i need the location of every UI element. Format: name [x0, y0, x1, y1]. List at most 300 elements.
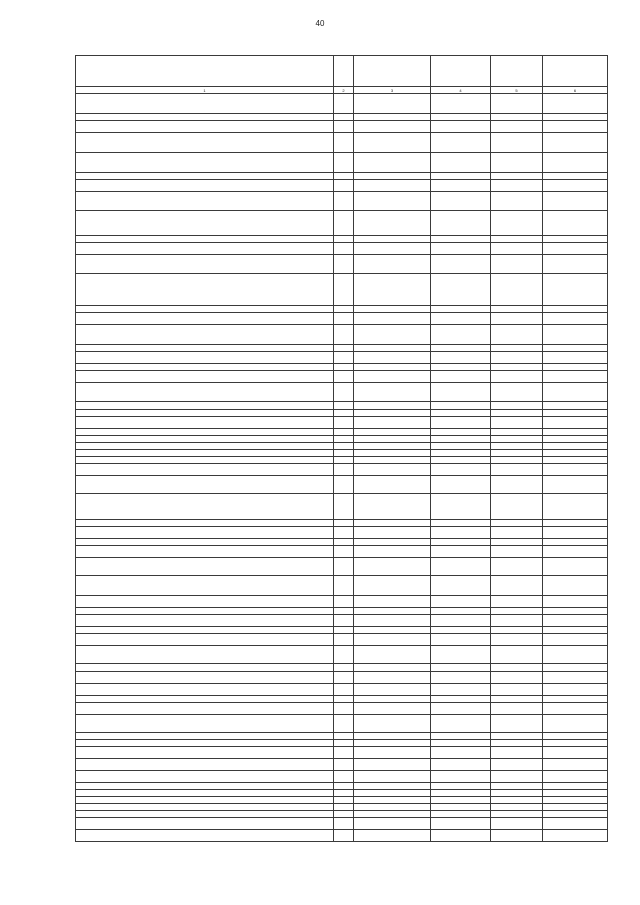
row-classification-code: [354, 696, 431, 703]
row-classification-code: [354, 672, 431, 684]
row-remaining-amount: [543, 494, 608, 520]
row-remaining-amount: [543, 364, 608, 371]
row-remaining-amount: [543, 192, 608, 211]
row-classification-code: [354, 443, 431, 450]
row-approved-amount: [431, 236, 491, 243]
row-line-code: [334, 804, 354, 811]
table-row: [76, 790, 608, 797]
header-indicator-name: [76, 56, 334, 87]
row-indicator-name: [76, 596, 334, 608]
row-approved-amount: [431, 402, 491, 410]
row-indicator-name: [76, 364, 334, 371]
row-line-code: [334, 646, 354, 664]
row-executed-amount: [491, 696, 543, 703]
table-row: [76, 306, 608, 313]
row-approved-amount: [431, 608, 491, 615]
row-approved-amount: [431, 664, 491, 672]
table-row: [76, 153, 608, 173]
row-indicator-name: [76, 634, 334, 646]
row-line-code: [334, 325, 354, 345]
row-line-code: [334, 740, 354, 747]
row-approved-amount: [431, 696, 491, 703]
row-line-code: [334, 345, 354, 352]
row-executed-amount: [491, 306, 543, 313]
table-row: [76, 539, 608, 546]
row-indicator-name: [76, 539, 334, 546]
table-row: [76, 608, 608, 615]
row-executed-amount: [491, 243, 543, 255]
row-indicator-name: [76, 211, 334, 236]
table-row: [76, 783, 608, 790]
column-number: 6: [543, 87, 608, 94]
row-classification-code: [354, 180, 431, 192]
table-row: [76, 383, 608, 402]
row-indicator-name: [76, 180, 334, 192]
row-approved-amount: [431, 733, 491, 740]
row-executed-amount: [491, 703, 543, 715]
row-remaining-amount: [543, 696, 608, 703]
row-indicator-name: [76, 520, 334, 527]
row-approved-amount: [431, 684, 491, 696]
table-row: [76, 114, 608, 121]
row-approved-amount: [431, 345, 491, 352]
table-row: [76, 464, 608, 476]
row-indicator-name: [76, 306, 334, 313]
row-remaining-amount: [543, 457, 608, 464]
row-indicator-name: [76, 576, 334, 596]
row-classification-code: [354, 94, 431, 114]
row-executed-amount: [491, 790, 543, 797]
row-indicator-name: [76, 783, 334, 790]
row-line-code: [334, 211, 354, 236]
row-indicator-name: [76, 443, 334, 450]
row-remaining-amount: [543, 410, 608, 417]
table-row: [76, 804, 608, 811]
row-remaining-amount: [543, 464, 608, 476]
row-approved-amount: [431, 576, 491, 596]
column-number: 4: [431, 87, 491, 94]
row-classification-code: [354, 771, 431, 783]
row-classification-code: [354, 476, 431, 494]
table-row: [76, 558, 608, 576]
row-remaining-amount: [543, 520, 608, 527]
row-remaining-amount: [543, 797, 608, 804]
row-line-code: [334, 153, 354, 173]
table-row: [76, 520, 608, 527]
row-line-code: [334, 783, 354, 790]
row-classification-code: [354, 429, 431, 436]
row-classification-code: [354, 539, 431, 546]
table-row: [76, 211, 608, 236]
row-line-code: [334, 703, 354, 715]
row-classification-code: [354, 790, 431, 797]
row-line-code: [334, 402, 354, 410]
row-line-code: [334, 450, 354, 457]
row-line-code: [334, 527, 354, 539]
row-approved-amount: [431, 804, 491, 811]
row-remaining-amount: [543, 811, 608, 818]
row-line-code: [334, 443, 354, 450]
row-classification-code: [354, 153, 431, 173]
page-number: 40: [315, 19, 325, 28]
row-approved-amount: [431, 646, 491, 664]
table-row: [76, 325, 608, 345]
row-line-code: [334, 236, 354, 243]
row-executed-amount: [491, 811, 543, 818]
row-approved-amount: [431, 429, 491, 436]
row-indicator-name: [76, 345, 334, 352]
row-approved-amount: [431, 180, 491, 192]
row-remaining-amount: [543, 236, 608, 243]
row-remaining-amount: [543, 747, 608, 759]
row-line-code: [334, 664, 354, 672]
row-indicator-name: [76, 797, 334, 804]
row-approved-amount: [431, 759, 491, 771]
row-indicator-name: [76, 243, 334, 255]
row-approved-amount: [431, 352, 491, 364]
row-indicator-name: [76, 402, 334, 410]
row-executed-amount: [491, 771, 543, 783]
row-line-code: [334, 684, 354, 696]
row-indicator-name: [76, 740, 334, 747]
table-row: [76, 313, 608, 325]
row-remaining-amount: [543, 804, 608, 811]
row-remaining-amount: [543, 274, 608, 306]
row-approved-amount: [431, 436, 491, 443]
row-classification-code: [354, 747, 431, 759]
row-classification-code: [354, 797, 431, 804]
row-approved-amount: [431, 133, 491, 153]
row-executed-amount: [491, 527, 543, 539]
row-line-code: [334, 811, 354, 818]
row-classification-code: [354, 211, 431, 236]
row-remaining-amount: [543, 759, 608, 771]
row-classification-code: [354, 759, 431, 771]
table-row: [76, 733, 608, 740]
row-approved-amount: [431, 494, 491, 520]
row-executed-amount: [491, 450, 543, 457]
row-executed-amount: [491, 417, 543, 429]
row-classification-code: [354, 457, 431, 464]
row-executed-amount: [491, 740, 543, 747]
row-classification-code: [354, 811, 431, 818]
row-approved-amount: [431, 747, 491, 759]
table-row: [76, 818, 608, 830]
row-indicator-name: [76, 494, 334, 520]
row-indicator-name: [76, 696, 334, 703]
row-classification-code: [354, 313, 431, 325]
row-line-code: [334, 94, 354, 114]
row-executed-amount: [491, 664, 543, 672]
row-remaining-amount: [543, 313, 608, 325]
row-remaining-amount: [543, 818, 608, 830]
header-line-code: [334, 56, 354, 87]
table-row: [76, 436, 608, 443]
row-approved-amount: [431, 371, 491, 383]
row-classification-code: [354, 192, 431, 211]
row-classification-code: [354, 740, 431, 747]
row-remaining-amount: [543, 715, 608, 733]
row-approved-amount: [431, 121, 491, 133]
row-indicator-name: [76, 627, 334, 634]
row-approved-amount: [431, 627, 491, 634]
row-line-code: [334, 830, 354, 842]
row-line-code: [334, 608, 354, 615]
row-remaining-amount: [543, 546, 608, 558]
row-executed-amount: [491, 443, 543, 450]
row-line-code: [334, 797, 354, 804]
row-approved-amount: [431, 797, 491, 804]
row-line-code: [334, 634, 354, 646]
column-number: 3: [354, 87, 431, 94]
row-classification-code: [354, 325, 431, 345]
row-remaining-amount: [543, 94, 608, 114]
row-classification-code: [354, 345, 431, 352]
row-remaining-amount: [543, 153, 608, 173]
row-classification-code: [354, 121, 431, 133]
row-approved-amount: [431, 615, 491, 627]
row-remaining-amount: [543, 664, 608, 672]
row-approved-amount: [431, 811, 491, 818]
row-executed-amount: [491, 192, 543, 211]
table-row: [76, 457, 608, 464]
table-row: [76, 274, 608, 306]
table-row: [76, 94, 608, 114]
table-row: [76, 173, 608, 180]
row-executed-amount: [491, 236, 543, 243]
row-approved-amount: [431, 740, 491, 747]
row-indicator-name: [76, 527, 334, 539]
table-row: [76, 684, 608, 696]
row-indicator-name: [76, 715, 334, 733]
row-indicator-name: [76, 811, 334, 818]
row-approved-amount: [431, 546, 491, 558]
table-row: [76, 747, 608, 759]
table-row: [76, 546, 608, 558]
row-line-code: [334, 733, 354, 740]
row-line-code: [334, 429, 354, 436]
row-line-code: [334, 371, 354, 383]
table-row: [76, 450, 608, 457]
row-line-code: [334, 255, 354, 274]
row-classification-code: [354, 352, 431, 364]
row-approved-amount: [431, 173, 491, 180]
row-line-code: [334, 546, 354, 558]
column-number: 1: [76, 87, 334, 94]
budget-execution-table: [75, 55, 608, 842]
row-remaining-amount: [543, 558, 608, 576]
row-indicator-name: [76, 818, 334, 830]
row-classification-code: [354, 114, 431, 121]
row-executed-amount: [491, 558, 543, 576]
row-classification-code: [354, 410, 431, 417]
row-approved-amount: [431, 313, 491, 325]
table-row: [76, 740, 608, 747]
row-remaining-amount: [543, 627, 608, 634]
row-executed-amount: [491, 457, 543, 464]
row-line-code: [334, 520, 354, 527]
row-executed-amount: [491, 608, 543, 615]
row-executed-amount: [491, 114, 543, 121]
row-remaining-amount: [543, 306, 608, 313]
row-line-code: [334, 306, 354, 313]
row-indicator-name: [76, 429, 334, 436]
row-line-code: [334, 790, 354, 797]
header-budget-classification-code: [354, 56, 431, 87]
row-approved-amount: [431, 443, 491, 450]
row-indicator-name: [76, 558, 334, 576]
table-row: [76, 417, 608, 429]
row-line-code: [334, 274, 354, 306]
row-line-code: [334, 192, 354, 211]
row-line-code: [334, 558, 354, 576]
row-classification-code: [354, 715, 431, 733]
table-row: [76, 243, 608, 255]
row-remaining-amount: [543, 608, 608, 615]
row-indicator-name: [76, 450, 334, 457]
row-classification-code: [354, 436, 431, 443]
row-classification-code: [354, 804, 431, 811]
row-classification-code: [354, 664, 431, 672]
row-line-code: [334, 596, 354, 608]
row-classification-code: [354, 546, 431, 558]
row-indicator-name: [76, 325, 334, 345]
table-row: [76, 236, 608, 243]
row-line-code: [334, 121, 354, 133]
table-row: [76, 192, 608, 211]
row-approved-amount: [431, 364, 491, 371]
row-indicator-name: [76, 371, 334, 383]
row-executed-amount: [491, 211, 543, 236]
row-executed-amount: [491, 783, 543, 790]
row-executed-amount: [491, 180, 543, 192]
row-classification-code: [354, 527, 431, 539]
row-executed-amount: [491, 615, 543, 627]
row-classification-code: [354, 133, 431, 153]
row-classification-code: [354, 364, 431, 371]
row-indicator-name: [76, 747, 334, 759]
table-row: [76, 811, 608, 818]
row-approved-amount: [431, 211, 491, 236]
row-approved-amount: [431, 527, 491, 539]
row-indicator-name: [76, 546, 334, 558]
row-remaining-amount: [543, 733, 608, 740]
row-executed-amount: [491, 759, 543, 771]
row-executed-amount: [491, 646, 543, 664]
row-remaining-amount: [543, 243, 608, 255]
row-remaining-amount: [543, 830, 608, 842]
row-indicator-name: [76, 608, 334, 615]
row-classification-code: [354, 558, 431, 576]
table-row: [76, 759, 608, 771]
table-row: [76, 527, 608, 539]
row-remaining-amount: [543, 790, 608, 797]
row-line-code: [334, 696, 354, 703]
row-indicator-name: [76, 236, 334, 243]
row-executed-amount: [491, 325, 543, 345]
row-remaining-amount: [543, 783, 608, 790]
row-classification-code: [354, 733, 431, 740]
row-executed-amount: [491, 429, 543, 436]
table-row: [76, 596, 608, 608]
row-remaining-amount: [543, 173, 608, 180]
row-executed-amount: [491, 672, 543, 684]
row-line-code: [334, 133, 354, 153]
row-classification-code: [354, 520, 431, 527]
table-row: [76, 672, 608, 684]
row-line-code: [334, 494, 354, 520]
row-classification-code: [354, 596, 431, 608]
row-remaining-amount: [543, 596, 608, 608]
row-executed-amount: [491, 634, 543, 646]
row-indicator-name: [76, 476, 334, 494]
row-executed-amount: [491, 539, 543, 546]
row-approved-amount: [431, 243, 491, 255]
row-remaining-amount: [543, 255, 608, 274]
row-classification-code: [354, 830, 431, 842]
row-classification-code: [354, 494, 431, 520]
row-approved-amount: [431, 539, 491, 546]
row-approved-amount: [431, 672, 491, 684]
row-indicator-name: [76, 410, 334, 417]
row-indicator-name: [76, 114, 334, 121]
row-remaining-amount: [543, 180, 608, 192]
table-row: [76, 576, 608, 596]
row-line-code: [334, 436, 354, 443]
table-row: [76, 771, 608, 783]
row-classification-code: [354, 243, 431, 255]
row-approved-amount: [431, 558, 491, 576]
row-approved-amount: [431, 450, 491, 457]
row-indicator-name: [76, 790, 334, 797]
row-executed-amount: [491, 576, 543, 596]
row-approved-amount: [431, 783, 491, 790]
row-indicator-name: [76, 255, 334, 274]
table-body: [76, 94, 608, 842]
row-executed-amount: [491, 133, 543, 153]
table-row: [76, 352, 608, 364]
row-executed-amount: [491, 715, 543, 733]
column-number: 5: [491, 87, 543, 94]
row-indicator-name: [76, 192, 334, 211]
row-indicator-name: [76, 684, 334, 696]
row-executed-amount: [491, 747, 543, 759]
row-indicator-name: [76, 274, 334, 306]
row-indicator-name: [76, 646, 334, 664]
table-header: [76, 56, 608, 94]
row-classification-code: [354, 383, 431, 402]
row-approved-amount: [431, 457, 491, 464]
row-executed-amount: [491, 520, 543, 527]
header-unexecuted-appropriations: [543, 56, 608, 87]
row-executed-amount: [491, 494, 543, 520]
row-line-code: [334, 457, 354, 464]
table-row: [76, 646, 608, 664]
column-number: 2: [334, 87, 354, 94]
row-remaining-amount: [543, 771, 608, 783]
row-remaining-amount: [543, 740, 608, 747]
row-remaining-amount: [543, 371, 608, 383]
row-classification-code: [354, 402, 431, 410]
row-remaining-amount: [543, 383, 608, 402]
row-executed-amount: [491, 402, 543, 410]
row-classification-code: [354, 783, 431, 790]
table-row: [76, 364, 608, 371]
row-indicator-name: [76, 771, 334, 783]
row-remaining-amount: [543, 402, 608, 410]
row-remaining-amount: [543, 352, 608, 364]
table-row: [76, 345, 608, 352]
